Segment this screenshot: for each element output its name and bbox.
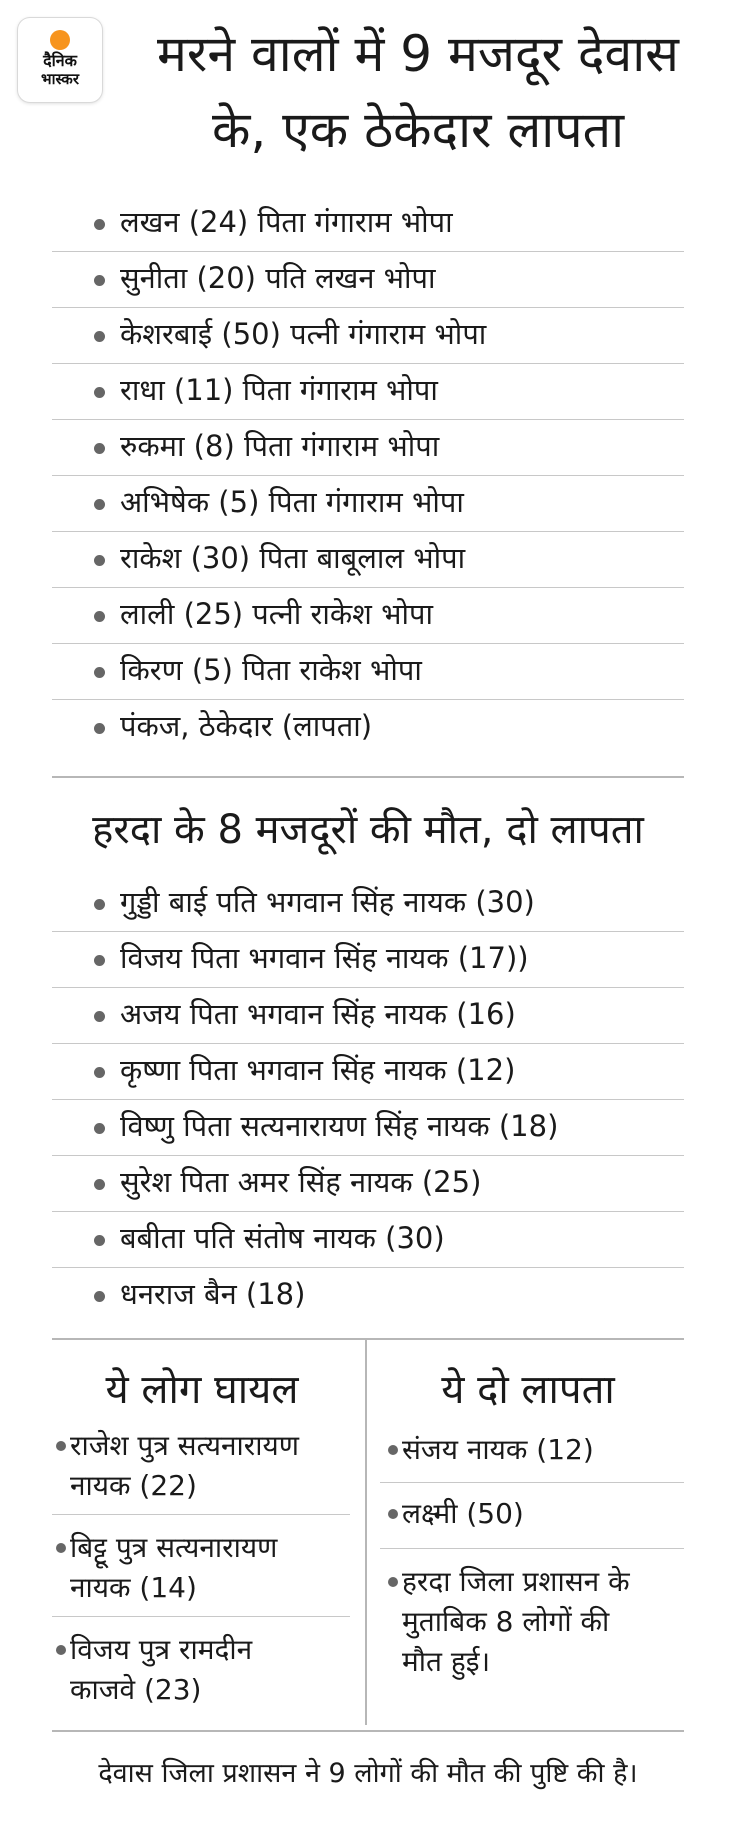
list-item-text: कृष्णा पिता भगवान सिंह नायक (12): [120, 1053, 516, 1087]
bullet-icon: [94, 555, 105, 566]
list-item: [52, 476, 684, 532]
list-item: [52, 196, 684, 252]
list-item-text: विष्णु पिता सत्यनारायण सिंह नायक (18): [120, 1109, 559, 1143]
dewas-victims-list: [52, 196, 684, 756]
bullet-icon: [388, 1445, 398, 1455]
list-item-text: विजय पिता भगवान सिंह नायक (17)): [120, 941, 529, 975]
list-item-text: रुकमा (8) पिता गंगाराम भोपा: [120, 429, 440, 463]
injured-heading: ये लोग घायल: [105, 1367, 299, 1413]
header: [0, 0, 730, 190]
dainik-bhaskar-logo: [18, 18, 102, 102]
bullet-icon: [94, 1235, 105, 1246]
list-item: [52, 1156, 684, 1212]
footer-note: देवास जिला प्रशासन ने 9 लोगों की मौत की पुष्टि की है।: [98, 1758, 638, 1789]
harda-section-heading: हरदा के 8 मजदूरों की मौत, दो लापता: [92, 807, 644, 853]
list-item-text: बबीता पति संतोष नायक (30): [120, 1221, 445, 1255]
bullet-icon: [94, 387, 105, 398]
list-item: [52, 988, 684, 1044]
bullet-icon: [94, 1123, 105, 1134]
list-item: [52, 1100, 684, 1156]
bullet-icon: [94, 1067, 105, 1078]
bullet-icon: [94, 331, 105, 342]
bullet-icon: [94, 723, 105, 734]
page-title: [118, 16, 718, 168]
list-item-text: धनराज बैन (18): [120, 1277, 306, 1311]
bullet-icon: [94, 667, 105, 678]
list-item-text: अभिषेक (5) पिता गंगाराम भोपा: [120, 485, 464, 519]
list-item-text: लाली (25) पत्नी राकेश भोपा: [120, 597, 433, 631]
list-item: [52, 364, 684, 420]
missing-item: [402, 1494, 684, 1534]
injured-item-line2: काजवे (23): [70, 1673, 202, 1706]
injured-item-line1: विजय पुत्र रामदीन: [70, 1633, 253, 1666]
bullet-icon: [388, 1509, 398, 1519]
missing-heading: ये दो लापता: [441, 1367, 615, 1413]
list-item-text: सुनीता (20) पति लखन भोपा: [120, 261, 436, 295]
list-item: [52, 252, 684, 308]
list-item: [52, 644, 684, 700]
logo-text-line1: दैनिक: [43, 51, 77, 70]
list-item: [52, 932, 684, 988]
list-item-text: अजय पिता भगवान सिंह नायक (16): [120, 997, 516, 1031]
bullet-icon: [94, 1179, 105, 1190]
harda-victims-list: [52, 876, 684, 1324]
missing-item-line3: मौत हुई।: [402, 1645, 491, 1678]
bullet-icon: [56, 1645, 66, 1655]
bullet-icon: [94, 219, 105, 230]
list-item: [52, 1212, 684, 1268]
section-divider: [52, 1338, 684, 1340]
item-separator: [52, 1514, 350, 1515]
missing-item-line1: संजय नायक (12): [402, 1433, 594, 1466]
bullet-icon: [94, 499, 105, 510]
missing-item: [402, 1430, 684, 1470]
list-item-text: राधा (11) पिता गंगाराम भोपा: [120, 373, 438, 407]
bullet-icon: [94, 955, 105, 966]
list-item: [52, 420, 684, 476]
column-divider: [365, 1340, 367, 1725]
list-item: [52, 1044, 684, 1100]
missing-item-line1: लक्ष्मी (50): [402, 1497, 524, 1530]
bullet-icon: [94, 899, 105, 910]
item-separator: [380, 1548, 684, 1549]
list-item-text: सुरेश पिता अमर सिंह नायक (25): [120, 1165, 482, 1199]
bullet-icon: [94, 275, 105, 286]
bullet-icon: [56, 1543, 66, 1553]
bullet-icon: [94, 443, 105, 454]
bullet-icon: [56, 1441, 66, 1451]
item-separator: [52, 1616, 350, 1617]
missing-item: [402, 1562, 684, 1682]
injured-item-line2: नायक (22): [70, 1469, 197, 1502]
list-item-text: गुड्डी बाई पति भगवान सिंह नायक (30): [120, 885, 535, 919]
missing-item-line2: मुताबिक 8 लोगों की: [402, 1605, 610, 1638]
list-item-text: पंकज, ठेकेदार (लापता): [120, 709, 373, 743]
list-item-text: किरण (5) पिता राकेश भोपा: [120, 653, 422, 687]
list-item: [52, 532, 684, 588]
injured-item: [70, 1426, 350, 1506]
bullet-icon: [94, 611, 105, 622]
logo-text-line2: भास्कर: [41, 70, 79, 88]
bullet-icon: [94, 1011, 105, 1022]
list-item-text: राकेश (30) पिता बाबूलाल भोपा: [120, 541, 466, 575]
title-line2: के, एक ठेकेदार लापता: [211, 101, 625, 159]
injured-item: [70, 1528, 350, 1608]
sun-icon: [50, 30, 70, 50]
list-item-text: केशरबाई (50) पत्नी गंगाराम भोपा: [120, 317, 487, 351]
list-item: [52, 1268, 684, 1324]
list-item: [52, 308, 684, 364]
injured-item-line1: राजेश पुत्र सत्यनारायण: [70, 1429, 299, 1462]
bullet-icon: [94, 1291, 105, 1302]
list-item: [52, 876, 684, 932]
missing-item-line1: हरदा जिला प्रशासन के: [402, 1565, 630, 1598]
title-line1: मरने वालों में 9 मजदूर देवास: [157, 25, 679, 83]
bullet-icon: [388, 1577, 398, 1587]
section-divider: [52, 1730, 684, 1732]
injured-item: [70, 1630, 350, 1710]
injured-item-line2: नायक (14): [70, 1571, 197, 1604]
list-item: [52, 588, 684, 644]
list-item-text: लखन (24) पिता गंगाराम भोपा: [120, 205, 453, 239]
item-separator: [380, 1482, 684, 1483]
injured-item-line1: बिट्टू पुत्र सत्यनारायण: [70, 1531, 278, 1564]
list-item: [52, 700, 684, 756]
section-divider: [52, 776, 684, 778]
